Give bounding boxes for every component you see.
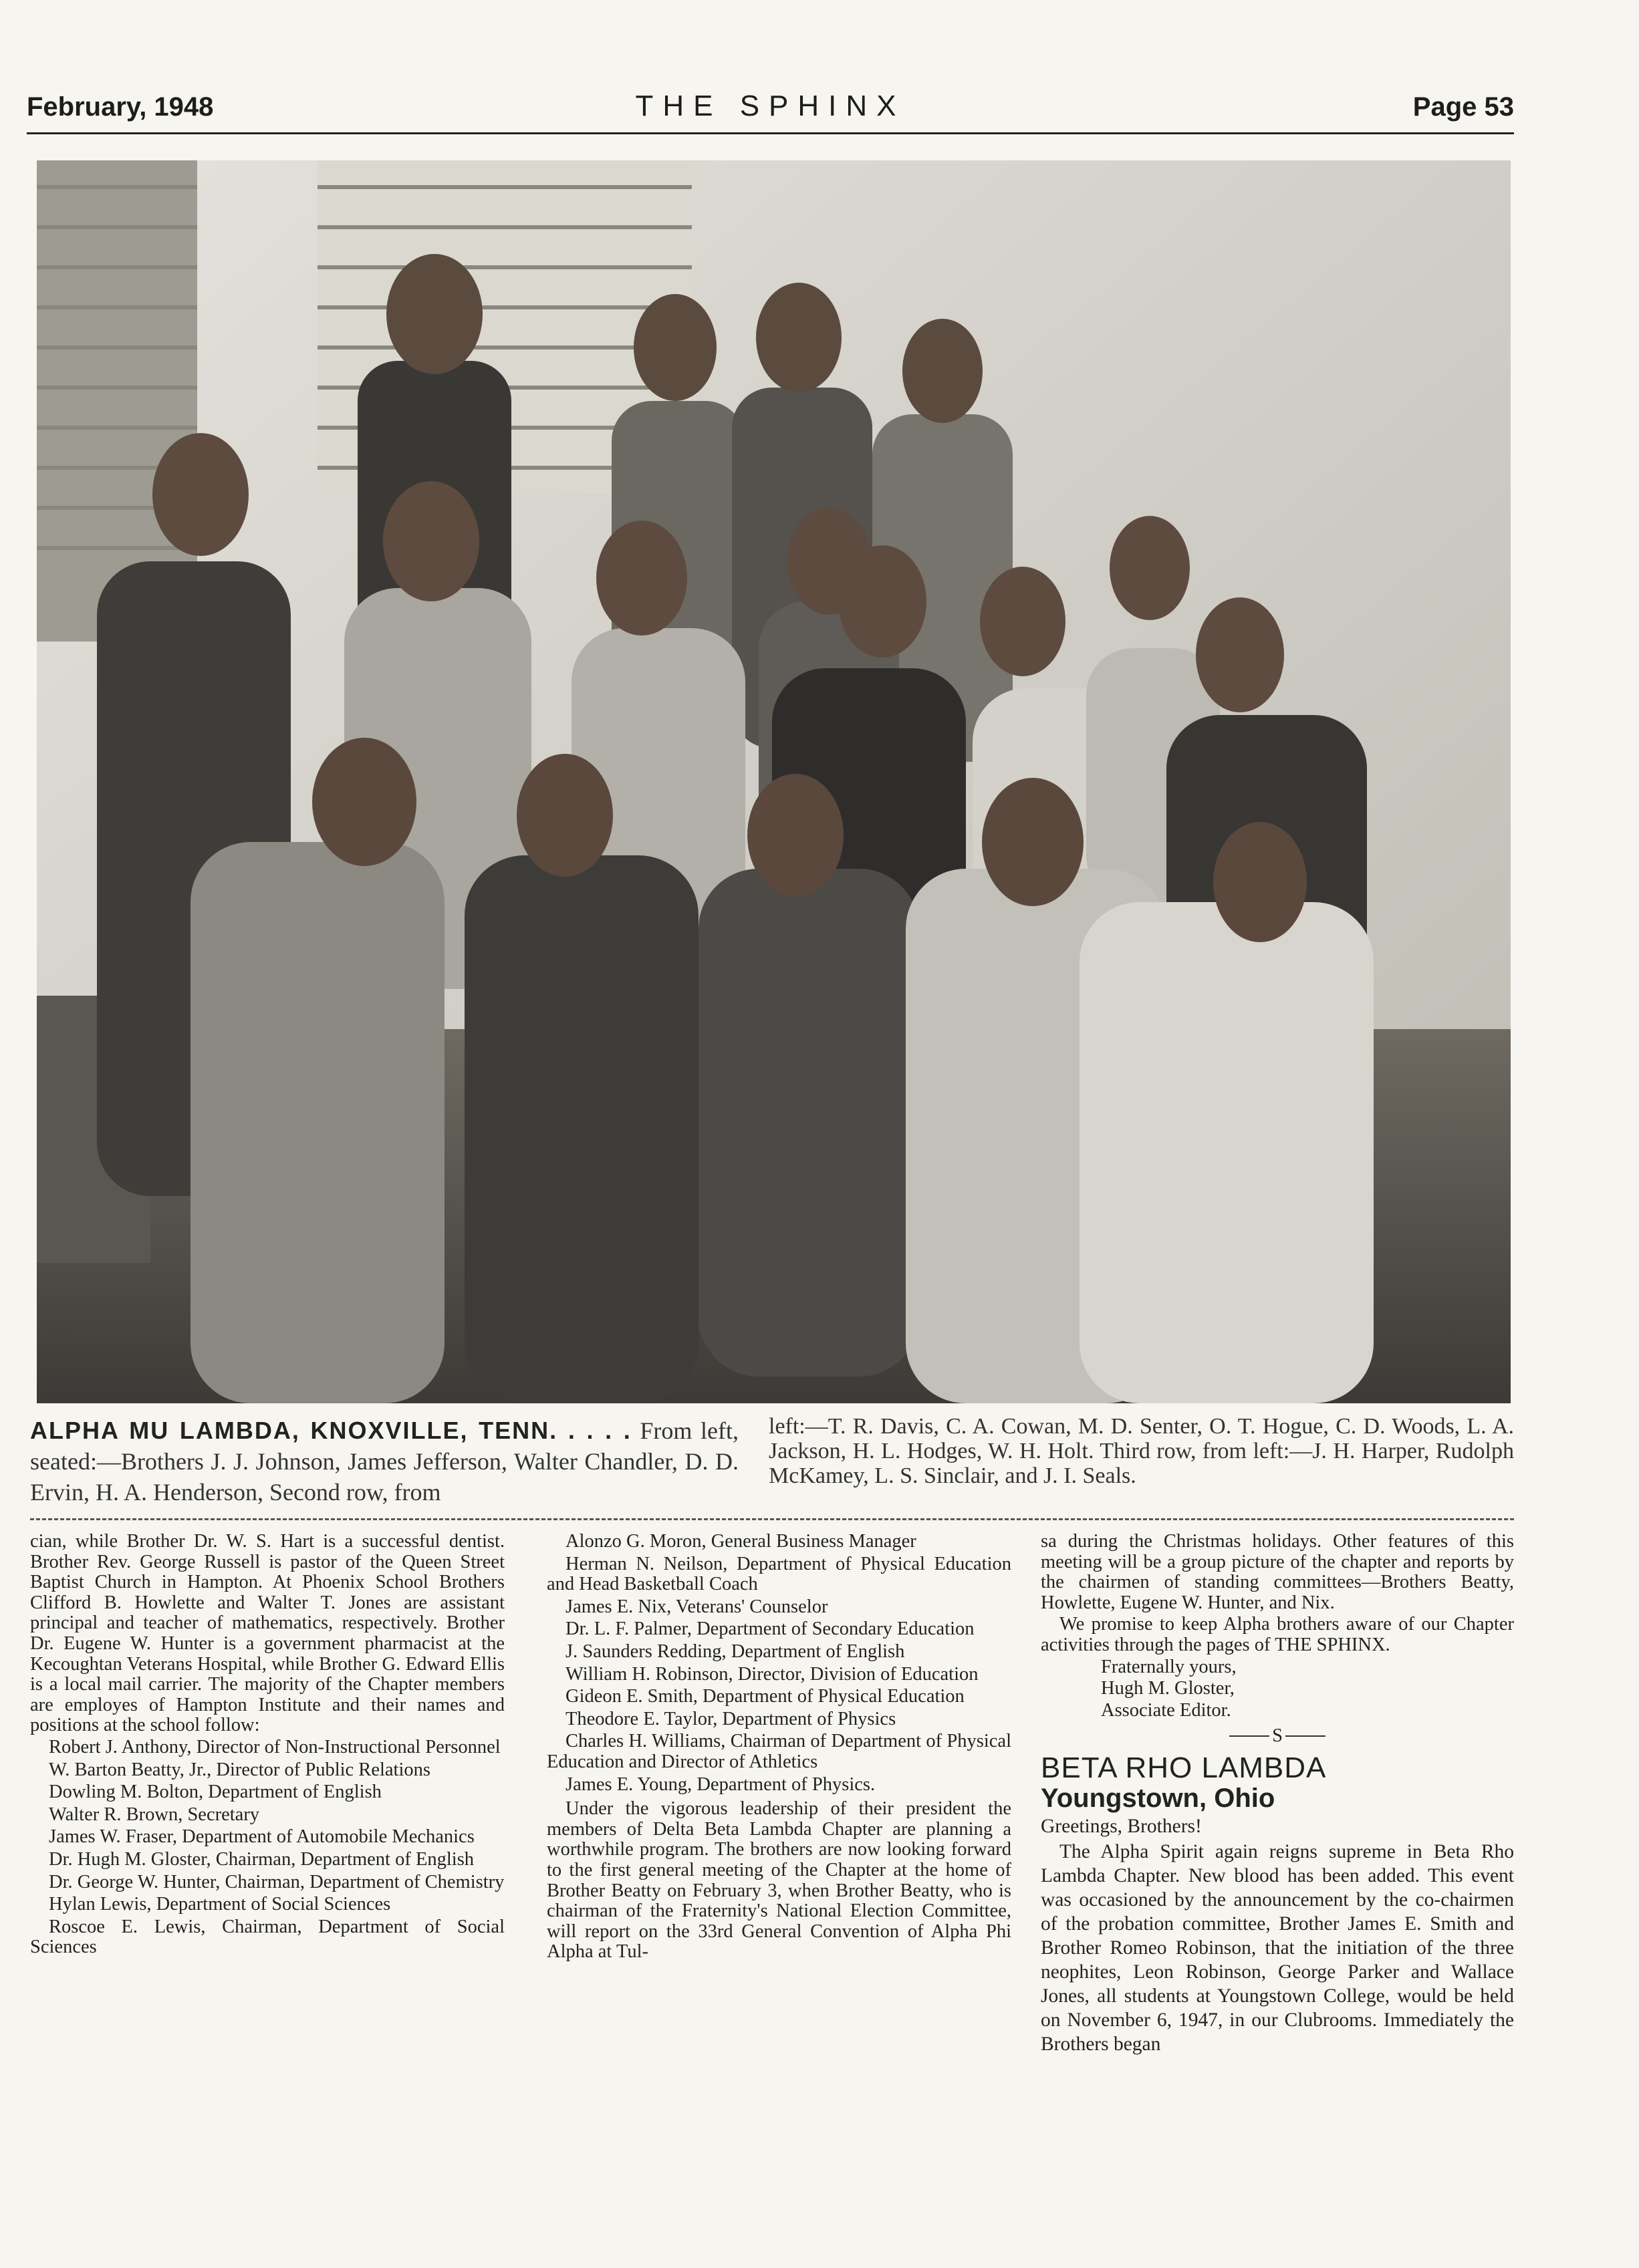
photo-caption-left [30,1415,739,1508]
article-column-3 [1041,1532,1514,2058]
list-item: Theodore E. Taylor, Department of Physics [565,1708,896,1729]
list-item: James E. Young, Department of Physics. [565,1774,876,1795]
section-body: The Alpha Spirit again reigns supreme in Beta Rho Lambda Chapter. New blood has been added. This event was occasioned by the announcement by the co-chairmen of the probation committee, Brother James E. Smith and Brother Romeo Robinson, that the initiation of the three neophites, Leon Robinson, George Parker and Wallace Jones, all students at Youngstown College, would be held on November 6, 1947, in our Clubrooms. Immediately the Brothers began [1041,1841,1514,2056]
article-column-1 [30,1532,505,1960]
section-greeting: Greetings, Brothers! [1041,1816,1202,1838]
column-3-promise: We promise to keep Alpha brothers aware of our Chapter activities through the pages of THE SPHINX. [1041,1614,1514,1655]
list-item: Gideon E. Smith, Department of Physical Education [565,1686,965,1707]
list-item: W. Barton Beatty, Jr., Director of Public Relations [49,1759,430,1780]
photo-caption-right: left:—T. R. Davis, C. A. Cowan, M. D. Senter, O. T. Hogue, C. D. Woods, L. A. Jackson, H. L. Hodges, W. H. Holt. Third row, from left:—J. H. Harper, Rudolph McKamey, L. S. Sinclair, and J. I. Seals. [769,1414,1514,1488]
list-item: Alonzo G. Moron, General Business Manager [565,1531,916,1552]
list-item: James W. Fraser, Department of Automobile Mechanics [49,1826,475,1848]
divider-rule [30,1518,1514,1520]
section-title: BETA RHO LAMBDA [1041,1751,1327,1785]
list-item: Hylan Lewis, Department of Social Sciences [49,1894,391,1915]
column-1-intro: cian, while Brother Dr. W. S. Hart is a successful dentist. Brother Rev. George Russell is pastor of the Queen Street Baptist Church in Hampton. At Phoenix School Brothers Clifford B. Howlette and Walter T. Jones are assistant principal and teacher of mathematics, respectively. Brother Dr. Eugene W. Hunter is a government pharmacist at the Kecoughtan Veterans Hospital, while Brother G. Edward Ellis is a local mail carrier. The majority of the Chapter members are employes of Hampton Institute and their names and positions at the school follow: [30,1531,505,1736]
list-item: Herman N. Neilson, Department of Physical Education and Head Basketball Coach [547,1553,1011,1595]
closing-line: Associate Editor. [1101,1699,1231,1721]
page-number: Page 53 [1412,92,1514,122]
page-header [27,86,1514,134]
section-separator [1041,1725,1514,1746]
column-2-paragraph: Under the vigorous leadership of their president the members of Delta Beta Lambda Chapter are planning a worthwhile program. The brothers are now looking forward to the first general meeting of the Chapter at the home of Brother Beatty on February 3, when Brother Beatty, who is chairman of the Fraternity's National Election Committee, will report on the 33rd General Convention of Alpha Phi Alpha at Tul- [547,1798,1011,1963]
article-column-2 [547,1532,1011,1964]
closing-line: Fraternally yours, [1101,1656,1237,1677]
list-item: Roscoe E. Lewis, Chairman, Department of Social Sciences [30,1916,505,1958]
list-item: Dr. Hugh M. Gloster, Chairman, Department of English [49,1848,475,1870]
caption-text-left: From left, seated:—Brothers J. J. Johnson, James Jefferson, Walter Chandler, D. D. Ervin, H. A. Henderson, Second row, from [30,1417,739,1506]
section-location: Youngstown, Ohio [1041,1784,1275,1814]
list-item: J. Saunders Redding, Department of English [565,1641,905,1662]
column-3-continuation: sa during the Christmas holidays. Other features of this meeting will be a group picture of the chapter and reports by the chairmen of standing committees—Brothers Beatty, Howlette, Eugene W. Hunter, and Nix. [1041,1531,1514,1613]
list-item: James E. Nix, Veterans' Counselor [565,1596,828,1617]
list-item: Robert J. Anthony, Director of Non-Instructional Personnel [49,1736,501,1757]
list-item: Dr. George W. Hunter, Chairman, Department of Chemistry [49,1871,505,1892]
separator-mark: S [1272,1725,1283,1746]
list-item: Charles H. Williams, Chairman of Department of Physical Education and Director of Athletics [547,1731,1011,1772]
list-item: Walter R. Brown, Secretary [49,1804,260,1825]
list-item: William H. Robinson, Director, Division of Education [565,1663,979,1685]
group-photograph [37,160,1511,1403]
caption-title: ALPHA MU LAMBDA, KNOXVILLE, TENN. . . . . [30,1417,632,1444]
list-item: Dowling M. Bolton, Department of English [49,1782,382,1803]
magazine-title: THE SPHINX [635,90,906,122]
issue-date: February, 1948 [27,92,214,122]
closing-line: Hugh M. Gloster, [1101,1678,1235,1699]
list-item: Dr. L. F. Palmer, Department of Secondary Education [565,1618,975,1640]
